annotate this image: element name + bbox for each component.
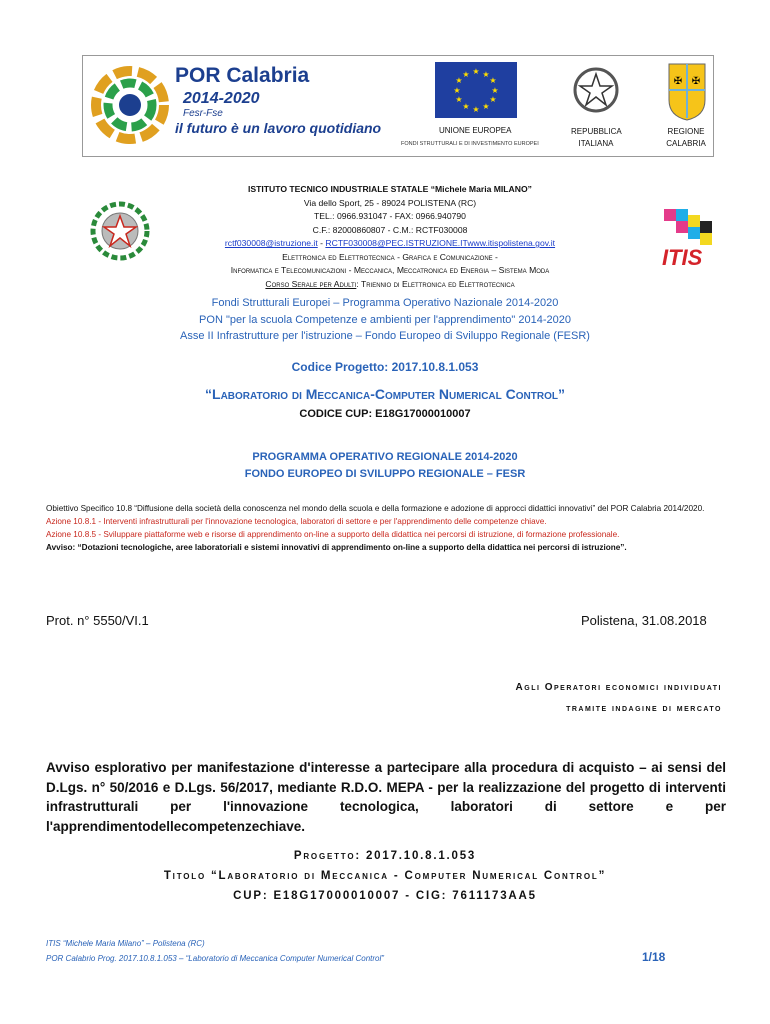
por-tagline: il futuro è un lavoro quotidiano — [175, 120, 382, 136]
repubblica-label: REPUBBLICA ITALIANA — [571, 127, 622, 148]
progetto-block — [0, 846, 770, 906]
italian-republic-emblem-icon — [88, 200, 152, 262]
eu-flag-icon — [435, 62, 517, 118]
svg-text:★: ★ — [472, 67, 480, 76]
school-courses-1: Elettronica ed Elettrotecnica - Grafica e Comunicazione - — [282, 251, 498, 262]
fondi-block — [0, 295, 770, 345]
svg-text:★: ★ — [491, 86, 499, 95]
por-title: POR Calabria — [175, 64, 310, 87]
laboratorio-title: “Laboratorio di Meccanica-Computer Numerical Control” — [205, 386, 565, 402]
recipients-line-1: Agli Operatori economici individuati — [515, 682, 722, 693]
svg-text:★: ★ — [482, 70, 490, 79]
por-fesr: Fesr-Fse — [183, 108, 223, 119]
progetto-line-1: Progetto: 2017.10.8.1.053 — [293, 850, 477, 862]
regione-label: REGIONE CALABRIA — [666, 127, 706, 148]
logo-banner — [82, 55, 714, 157]
eu-sub-label: FONDI STRUTTURALI E DI INVESTIMENTO EUROPEI — [401, 141, 539, 147]
azione-2: Azione 10.8.5 - Sviluppare piattaforme web e risorse di apprendimento on-line a supporto della didattica nei percorsi di istruzione, di formazione professionale. — [46, 530, 620, 539]
recipients-block — [0, 677, 722, 719]
svg-text:★: ★ — [489, 76, 497, 85]
svg-text:★: ★ — [455, 76, 463, 85]
obiettivo-block — [46, 502, 726, 554]
protocol-number: Prot. n° 5550/VI.1 — [46, 613, 149, 628]
website-link[interactable]: www.itispolistena.gov.it — [467, 238, 556, 248]
document-date: Polistena, 31.08.2018 — [581, 613, 707, 628]
svg-text:✠: ✠ — [691, 76, 701, 87]
svg-text:★: ★ — [482, 102, 490, 111]
school-cf: C.F.: 82000860807 - C.M.: RCTF030008 — [312, 224, 468, 235]
school-courses-3: Corso Serale per Adulti: Triennio di Elettronica ed Elettrotecnica — [265, 278, 515, 289]
fondi-line-1: Fondi Strutturali Europei – Programma Operativo Nazionale 2014-2020 — [211, 297, 559, 309]
school-phone: TEL.: 0966.931047 - FAX: 0966.940790 — [314, 211, 466, 221]
regione-calabria-emblem-icon — [665, 60, 709, 122]
codice-cup: CODICE CUP: E18G17000010007 — [299, 408, 471, 420]
svg-text:★: ★ — [455, 95, 463, 104]
programma-block — [0, 449, 770, 483]
programma-line-1: PROGRAMMA OPERATIVO REGIONALE 2014-2020 — [252, 451, 518, 463]
fondi-line-2: PON "per la scuola Competenze e ambienti per l'apprendimento" 2014-2020 — [199, 313, 571, 326]
svg-text:✠: ✠ — [673, 76, 683, 87]
school-header — [150, 183, 630, 291]
school-name: ISTITUTO TECNICO INDUSTRIALE STATALE “Michele Maria MILANO” — [248, 184, 532, 194]
programma-line-2: FONDO EUROPEO DI SVILUPPO REGIONALE – FESR — [244, 468, 526, 480]
codice-progetto: Codice Progetto: 2017.10.8.1.053 — [291, 360, 479, 374]
avviso-title: Avviso esplorativo per manifestazione d'interesse a partecipare alla procedura di acquisto – ai sensi del D.Lgs. n° 50/2016 e D.Lgs. 56/2017, mediante R.D.O. MEPA - per la realizzazione del progetto di interventi infrastrutturali per l'innovazione tecnologica, laboratori di settore e per l'apprendimentodellecompetenzechiave. — [46, 760, 726, 834]
svg-text:★: ★ — [472, 105, 480, 114]
school-contacts: rctf030008@istruzione.it - RCTF030008@PEC.ISTRUZIONE.ITwww.itispolistena.gov.it — [224, 238, 556, 248]
email-link[interactable]: rctf030008@istruzione.it — [224, 238, 318, 248]
progetto-line-3: CUP: E18G17000010007 - CIG: 7611173AA5 — [233, 890, 537, 902]
itis-logo-text: ITIS — [662, 245, 703, 269]
svg-text:★: ★ — [453, 86, 461, 95]
por-years: 2014-2020 — [183, 90, 260, 107]
page-number: 1/18 — [642, 950, 666, 964]
progetto-line-2: Titolo “Laboratorio di Meccanica - Computer Numerical Control” — [163, 870, 607, 882]
eu-label: UNIONE EUROPEA — [439, 126, 512, 135]
itis-logo — [660, 205, 742, 269]
footer-line-1: ITIS “Michele Maria Milano” – Polistena (RC) — [46, 939, 205, 948]
fondi-line-3: Asse II Infrastrutture per l'istruzione – Fondo Europeo di Sviluppo Regionale (FESR) — [180, 330, 590, 342]
obiettivo-text: Obiettivo Specifico 10.8 “Diffusione della società della conoscenza nel mondo della scuola e della formazione e adozione di approcci didattici innovativi” del POR Calabria 2014/2020. — [46, 504, 705, 513]
svg-text:★: ★ — [462, 102, 470, 111]
pec-link[interactable]: RCTF030008@PEC.ISTRUZIONE.IT — [325, 238, 468, 248]
school-address: Via dello Sport, 25 - 89024 POLISTENA (RC) — [303, 197, 477, 208]
svg-text:★: ★ — [462, 70, 470, 79]
avviso-line: Avviso: “Dotazioni tecnologiche, aree laboratoriali e sistemi innovativi di apprendimento on-line a supporto della didattica nei percorsi di istruzione”. — [46, 543, 627, 552]
svg-text:★: ★ — [489, 95, 497, 104]
school-courses-2: Informatica e Telecomunicazioni - Meccanica, Meccatronica ed Energia – Sistema Moda — [230, 265, 550, 275]
repubblica-emblem-icon — [573, 62, 619, 120]
page-footer — [46, 936, 384, 966]
footer-line-2: POR Calabrio Prog. 2017.10.8.1.053 – “Laboratorio di Meccanica Computer Numerical Control” — [46, 954, 384, 963]
azione-1: Azione 10.8.1 - Interventi infrastrutturali per l'innovazione tecnologica, laboratori di settore e per l'apprendimento delle competenze chiave. — [46, 517, 547, 526]
recipients-line-2: tramite indagine di mercato — [566, 703, 722, 714]
